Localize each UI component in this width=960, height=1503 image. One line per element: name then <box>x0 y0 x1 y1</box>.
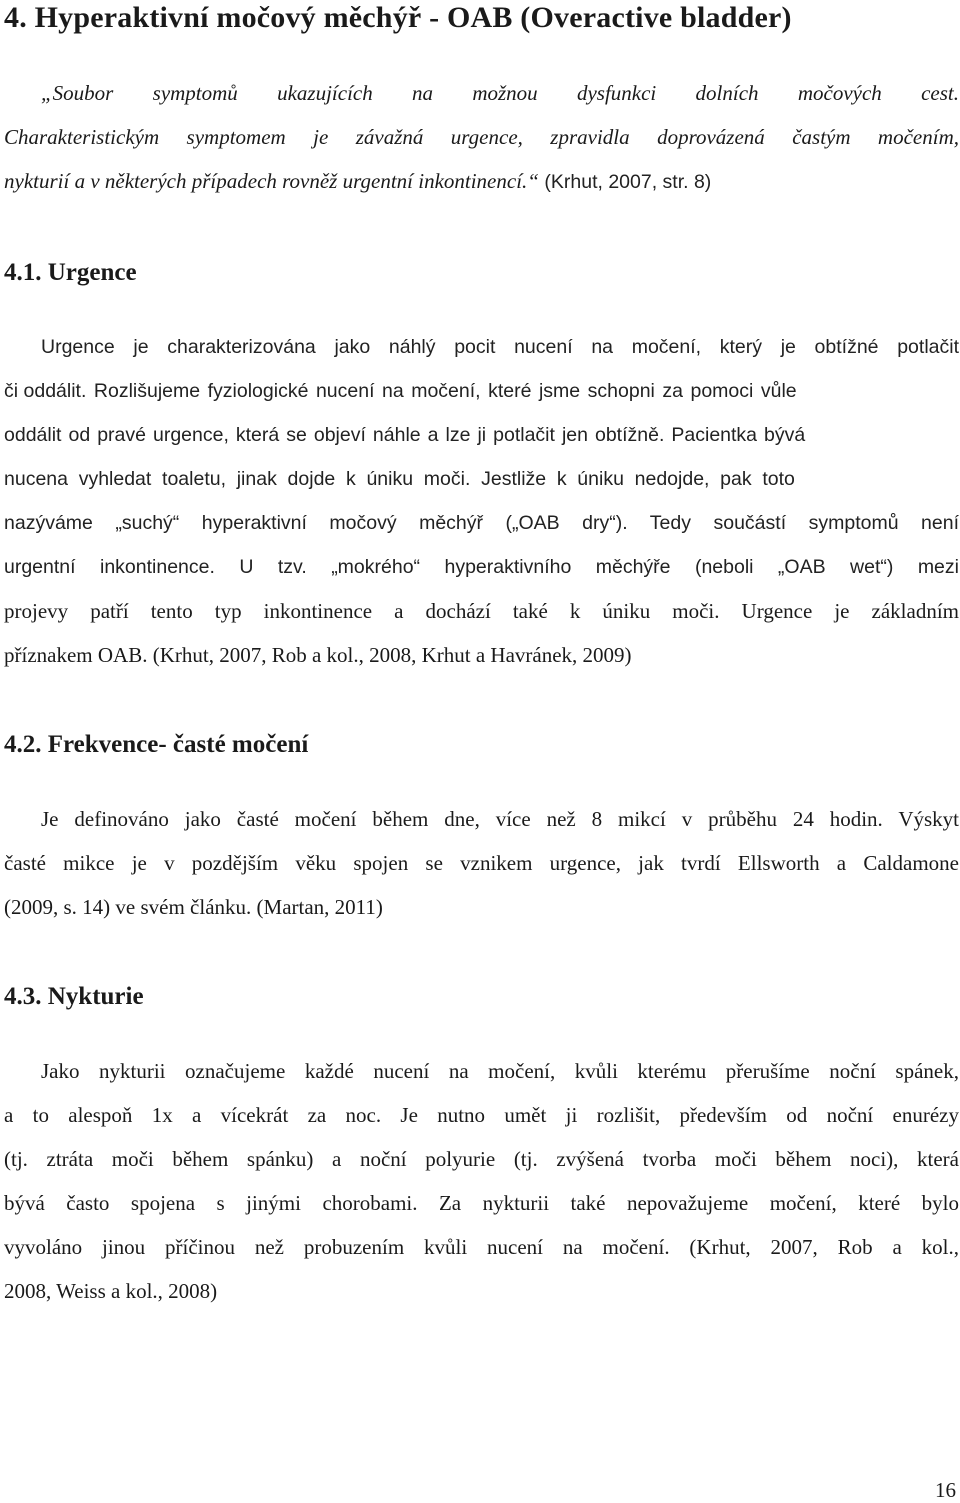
paragraph-line <box>4 378 959 404</box>
page-number: 16 <box>935 1478 956 1502</box>
paragraph-line-part: Jestliže k úniku nedojde, pak toto <box>470 468 795 490</box>
paragraph-line-part: Pacientka bývá <box>664 424 806 446</box>
paragraph-line-part: Rozlišujeme fyziologické nucení na močení, které jsme schopni za pomoci vůle <box>86 380 797 402</box>
paragraph-line: nazýváme „suchý“ hyperaktivní močový měchýř („OAB dry“). Tedy součástí symptomů není <box>4 512 959 534</box>
section-heading-nykturie: 4.3. Nykturie <box>4 983 144 1010</box>
paragraph-line: urgentní inkontinence. U tzv. „mokrého“ hyperaktivního měchýře (neboli „OAB wet“) mezi <box>4 556 959 578</box>
paragraph-line: časté mikce je v pozdějším věku spojen se vznikem urgence, jak tvrdí Ellsworth a Caldamone <box>4 851 959 875</box>
chapter-title: 4. Hyperaktivní močový měchýř - OAB (Overactive bladder) <box>4 1 792 34</box>
paragraph-line-part: či oddálit. <box>4 380 87 402</box>
paragraph-line-part: nucena vyhledat toaletu, jinak dojde k úniku moči. <box>4 468 471 490</box>
intro-line-1: „Soubor symptomů ukazujících na možnou dysfunkci dolních močových cest. <box>41 81 959 105</box>
paragraph-line: Urgence je charakterizována jako náhlý pocit nucení na močení, který je obtížné potlačit <box>41 336 959 358</box>
paragraph-line: vyvoláno jinou příčinou než probuzením kvůli nucení na močení. (Krhut, 2007, Rob a kol., <box>4 1235 959 1259</box>
paragraph-line: bývá často spojena s jinými chorobami. Za nykturii také nepovažujeme močení, které bylo <box>4 1191 959 1215</box>
intro-citation: (Krhut, 2007, str. 8) <box>538 171 712 193</box>
intro-line-3 <box>4 168 959 195</box>
paragraph-line-part: oddálit od pravé urgence, která se objeví náhle a lze ji potlačit jen obtížně. <box>4 424 665 446</box>
paragraph-line: Je definováno jako časté močení během dne, více než 8 mikcí v průběhu 24 hodin. Výskyt <box>41 807 959 831</box>
intro-line-3-quote: nykturií a v některých případech rovněž urgentní inkontinencí.“ <box>4 169 539 193</box>
paragraph-line: příznakem OAB. (Krhut, 2007, Rob a kol., 2008, Krhut a Havránek, 2009) <box>4 643 632 667</box>
intro-line-2: Charakteristickým symptomem je závažná urgence, zpravidla doprovázená častým močením, <box>4 125 959 149</box>
paragraph-line: a to alespoň 1x a vícekrát za noc. Je nutno umět ji rozlišit, především od noční enurézy <box>4 1103 959 1127</box>
paragraph-line <box>4 422 959 448</box>
section-heading-urgence: 4.1. Urgence <box>4 259 137 286</box>
paragraph-line: 2008, Weiss a kol., 2008) <box>4 1279 218 1303</box>
section-heading-frekvence: 4.2. Frekvence- časté močení <box>4 731 309 758</box>
paragraph-line <box>4 466 959 492</box>
paragraph-line: (tj. ztráta moči během spánku) a noční polyurie (tj. zvýšená tvorba moči během noci), která <box>4 1147 959 1171</box>
paragraph-line: (2009, s. 14) ve svém článku. (Martan, 2011) <box>4 895 383 919</box>
paragraph-line: projevy patří tento typ inkontinence a dochází také k úniku moči. Urgence je základním <box>4 599 959 623</box>
paragraph-line: Jako nykturii označujeme každé nucení na močení, kvůli kterému přerušíme noční spánek, <box>41 1059 959 1083</box>
